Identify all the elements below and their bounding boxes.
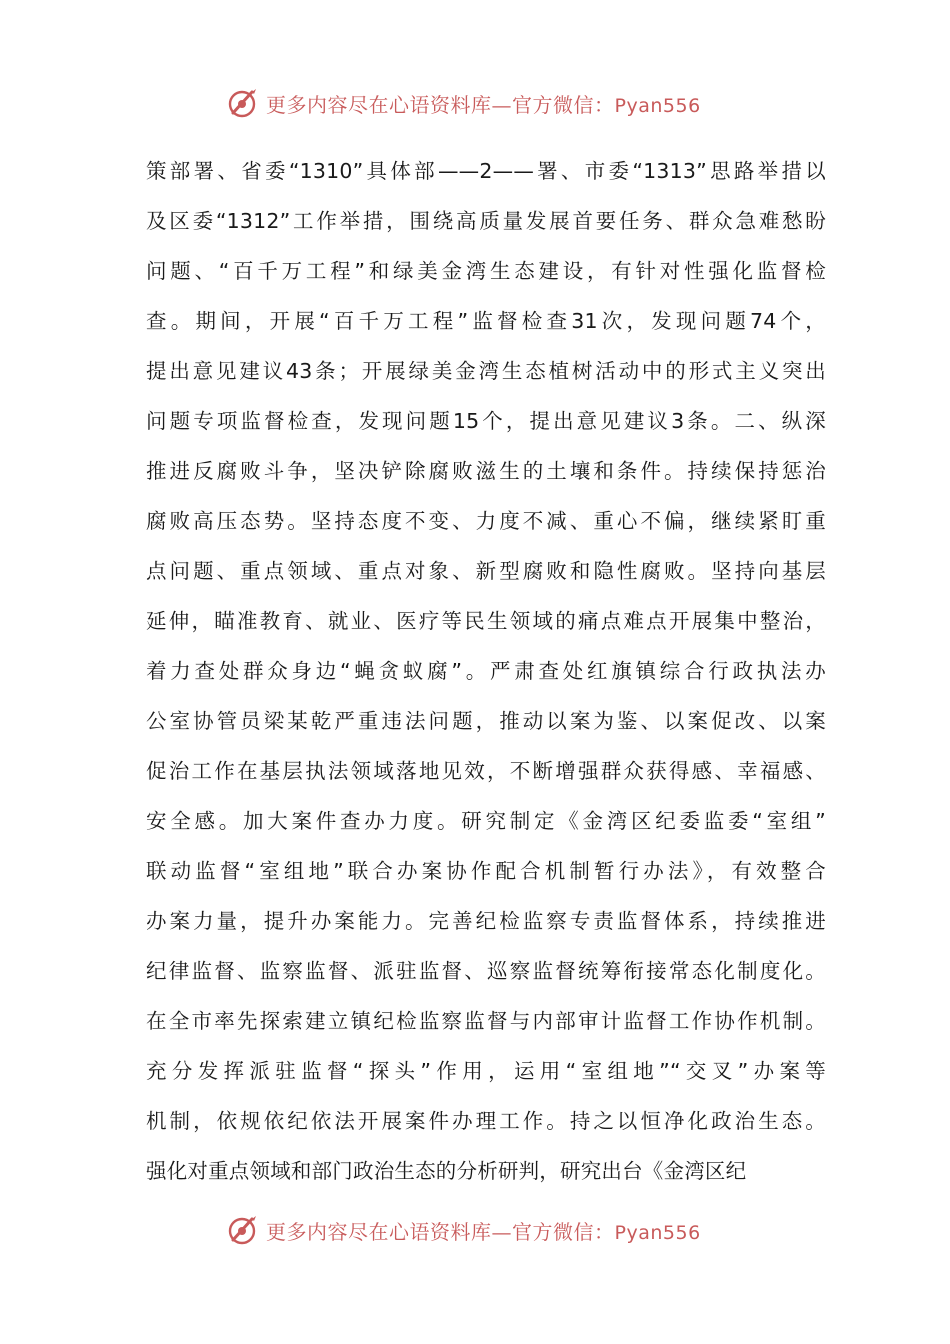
footer-banner-label: 更多内容尽在心语资料库—官方微信： bbox=[266, 1219, 615, 1244]
body-line: 在全市率先探索建立镇纪检监察监督与内部审计监督工作协作机制。 bbox=[146, 1009, 826, 1033]
body-line: 联动监督“室组地”联合办案协作配合机制暂行办法》，有效整合 bbox=[146, 859, 826, 883]
body-line: 充分发挥派驻监督“探头”作用，运用“室组地”“交叉”办案等 bbox=[146, 1059, 826, 1083]
body-line: 公室协管员梁某乾严重违法问题，推动以案为鉴、以案促改、以案 bbox=[146, 709, 826, 733]
body-line: 腐败高压态势。坚持态度不变、力度不减、重心不偏，继续紧盯重 bbox=[146, 509, 826, 533]
body-line: 推进反腐败斗争，坚决铲除腐败滋生的土壤和条件。持续保持惩治 bbox=[146, 459, 826, 483]
pen-circle-logo-icon bbox=[226, 86, 260, 120]
body-line: 点问题、重点领域、重点对象、新型腐败和隐性腐败。坚持向基层 bbox=[146, 559, 826, 583]
body-line: 查。期间，开展“百千万工程”监督检查31次，发现问题74个， bbox=[146, 309, 826, 333]
body-line: 着力查处群众身边“蝇贪蚁腐”。严肃查处红旗镇综合行政执法办 bbox=[146, 659, 826, 683]
body-line: 及区委“1312”工作举措，围绕高质量发展首要任务、群众急难愁盼 bbox=[146, 209, 826, 233]
footer-banner-handle: Pyan556 bbox=[614, 1221, 701, 1244]
body-line: 提出意见建议43条；开展绿美金湾生态植树活动中的形式主义突出 bbox=[146, 359, 826, 383]
body-line: 纪律监督、监察监督、派驻监督、巡察监督统筹衔接常态化制度化。 bbox=[146, 959, 826, 983]
body-line: 促治工作在基层执法领域落地见效，不断增强群众获得感、幸福感、 bbox=[146, 759, 826, 783]
body-line: 策部署、省委“1310”具体部——2——署、市委“1313”思路举措以 bbox=[146, 159, 826, 183]
header-banner-handle: Pyan556 bbox=[614, 94, 701, 117]
footer-banner bbox=[226, 1213, 746, 1247]
header-banner-text bbox=[266, 89, 701, 118]
body-line: 延伸，瞄准教育、就业、医疗等民生领域的痛点难点开展集中整治， bbox=[146, 609, 826, 633]
document-body bbox=[146, 146, 826, 1196]
body-line: 安全感。加大案件查办力度。研究制定《金湾区纪委监委“室组” bbox=[146, 809, 826, 833]
header-banner-label: 更多内容尽在心语资料库—官方微信： bbox=[266, 92, 615, 117]
footer-banner-text bbox=[266, 1216, 701, 1245]
body-line: 强化对重点领域和部门政治生态的分析研判，研究出台《金湾区纪 bbox=[146, 1159, 747, 1183]
body-line: 机制，依规依纪依法开展案件办理工作。持之以恒净化政治生态。 bbox=[146, 1109, 826, 1133]
body-line: 问题、“百千万工程”和绿美金湾生态建设，有针对性强化监督检 bbox=[146, 259, 826, 283]
pen-circle-logo-icon bbox=[226, 1213, 260, 1247]
body-line: 问题专项监督检查，发现问题15个，提出意见建议3条。二、纵深 bbox=[146, 409, 826, 433]
body-line: 办案力量，提升办案能力。完善纪检监察专责监督体系，持续推进 bbox=[146, 909, 826, 933]
header-banner bbox=[226, 86, 746, 120]
